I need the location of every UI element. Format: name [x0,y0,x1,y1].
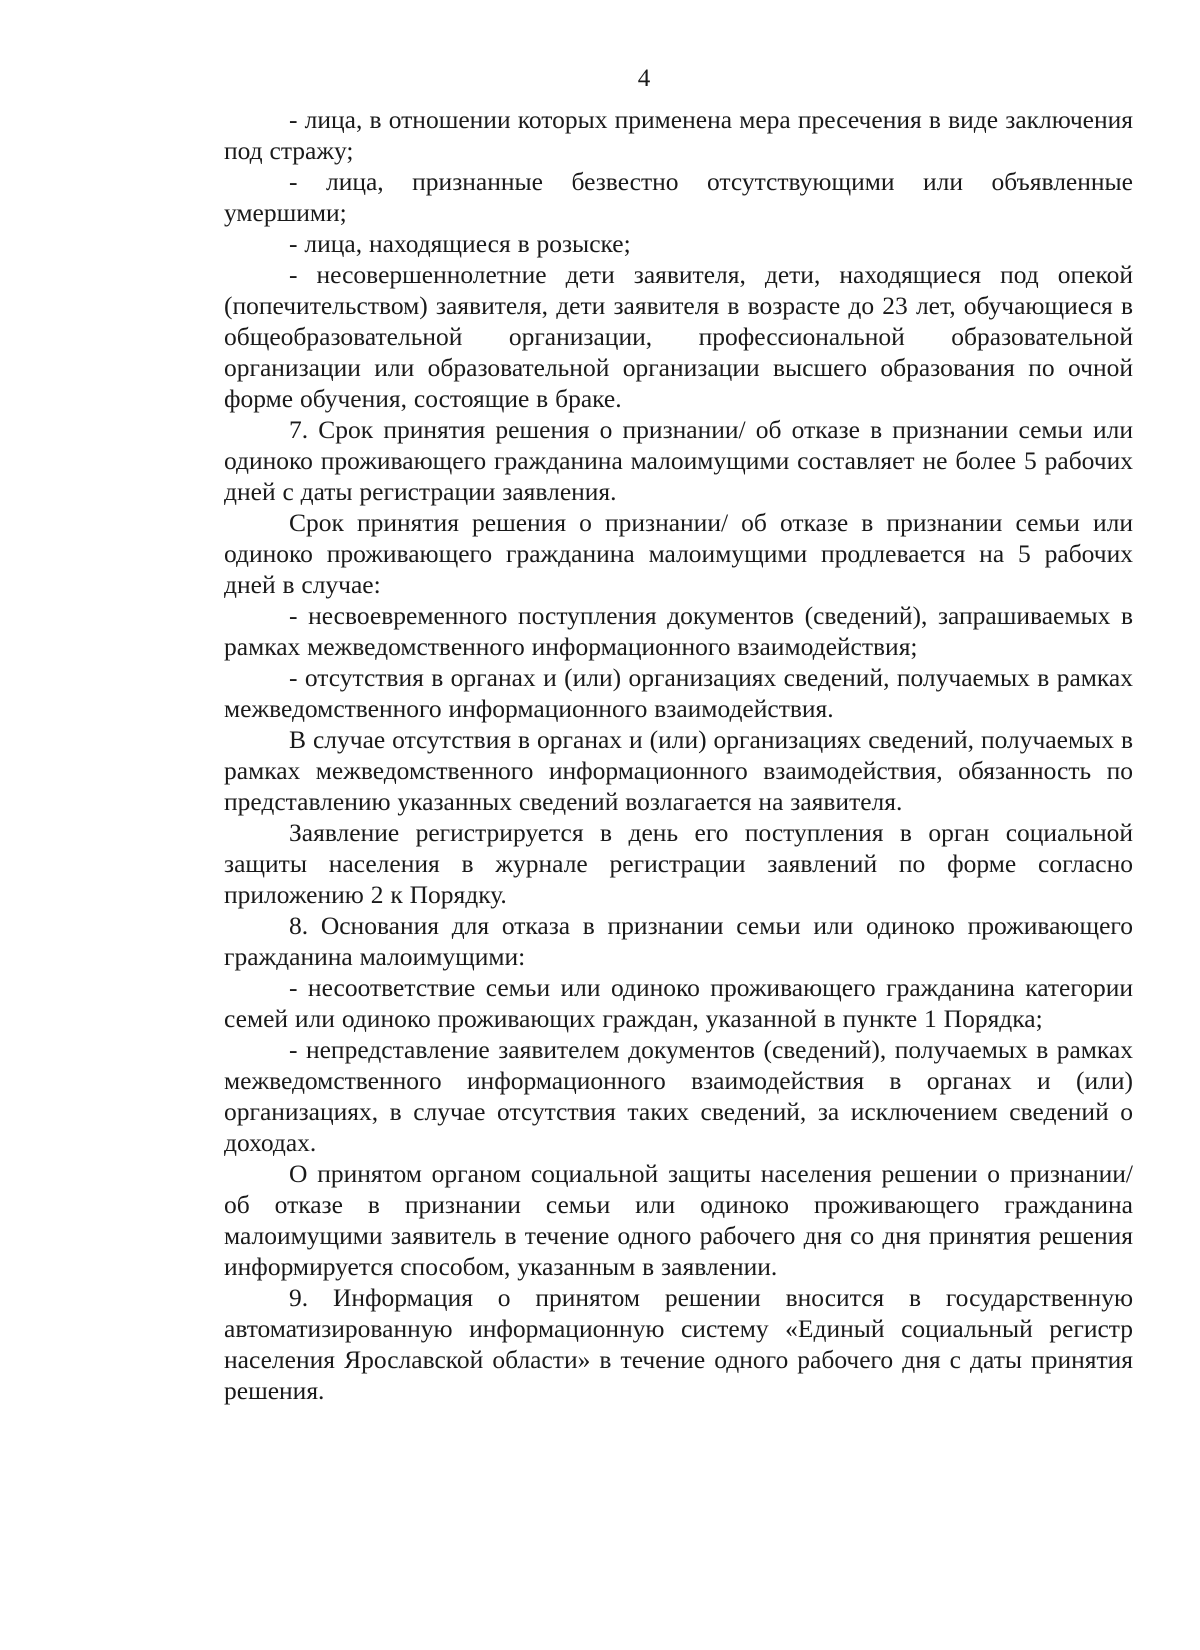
document-body [224,104,1133,1406]
paragraph-item-detention: - лица, в отношении которых применена мера пресечения в виде заключения под стражу; [224,105,1133,165]
paragraph-item-documents-not-provided: - непредставление заявителем документов (сведений), получаемых в рамках межведомственного информационного взаимодействия в органах и (или) организациях, в случае отсутствия таких сведений, за исключением сведений о доходах. [224,1035,1133,1157]
paragraph-item-wanted: - лица, находящиеся в розыске; [289,229,631,258]
paragraph-section-8: 8. Основания для отказа в признании семьи или одиноко проживающего гражданина малоимущими: [224,911,1133,971]
paragraph-registration: Заявление регистрируется в день его поступления в орган социальной защиты населения в журнале регистрации заявлений по форме согласно приложению 2 к Порядку. [224,818,1133,909]
paragraph-item-late-documents: - несвоевременного поступления документов (сведений), запрашиваемых в рамках межведомственного информационного взаимодействия; [224,601,1133,661]
page-number: 4 [637,65,651,92]
paragraph-section-7: 7. Срок принятия решения о признании/ об отказе в признании семьи или одиноко проживающего гражданина малоимущими составляет не более 5 рабочих дней с даты регистрации заявления. [224,415,1133,506]
paragraph-decision-notification: О принятом органом социальной защиты населения решении о признании/ об отказе в признании семьи или одиноко проживающего гражданина малоимущими заявитель в течение одного рабочего дня со дня принятия решения информируется способом, указанным в заявлении. [224,1159,1133,1281]
paragraph-applicant-obligation: В случае отсутствия в органах и (или) организациях сведений, получаемых в рамках межведомственного информационного взаимодействия, обязанность по представлению указанных сведений возлагается на заявителя. [224,725,1133,816]
paragraph-section-9: 9. Информация о принятом решении вносится в государственную автоматизированную информационную систему «Единый социальный регистр населения Ярославской области» в течение одного рабочего дня с даты принятия решения. [224,1283,1133,1405]
paragraph-item-missing-deceased: - лица, признанные безвестно отсутствующими или объявленные умершими; [224,167,1133,227]
paragraph-term-extension: Срок принятия решения о признании/ об отказе в признании семьи или одиноко проживающего гражданина малоимущими продлевается на 5 рабочих дней в случае: [224,508,1133,599]
paragraph-item-married-children: - несовершеннолетние дети заявителя, дети, находящиеся под опекой (попечительством) заявителя, дети заявителя в возрасте до 23 лет, обучающиеся в общеобразовательной организации, профессиональной образовательной организации или образовательной организации высшего образования по очной форме обучения, состоящие в браке. [224,260,1133,413]
paragraph-item-category-mismatch: - несоответствие семьи или одиноко проживающего гражданина категории семей или одиноко проживающих граждан, указанной в пункте 1 Порядка; [224,973,1133,1033]
paragraph-item-missing-records: - отсутствия в органах и (или) организациях сведений, получаемых в рамках межведомственного информационного взаимодействия. [224,663,1133,723]
